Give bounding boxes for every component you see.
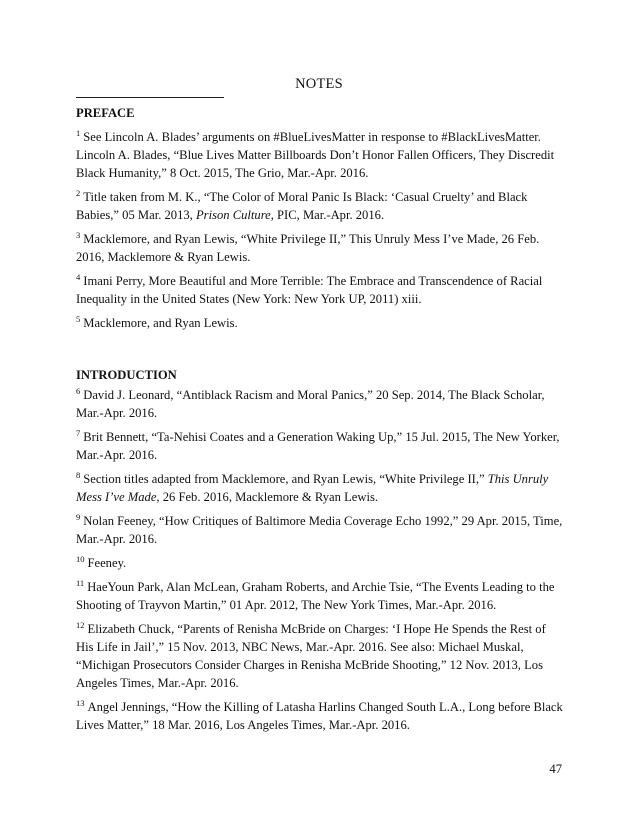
note-text: Macklemore, and Ryan Lewis. xyxy=(83,316,238,330)
note-11 xyxy=(76,578,564,614)
note-number: 2 xyxy=(76,188,81,198)
note-number: 6 xyxy=(76,386,81,396)
note-8 xyxy=(76,470,564,506)
note-number: 12 xyxy=(76,620,85,630)
page-title: NOTES xyxy=(295,76,343,92)
page-number: 47 xyxy=(549,762,562,776)
note-text: Feeney. xyxy=(87,556,127,570)
note-text: Imani Perry, More Beautiful and More Terrible: The Embrace and Transcendence of Racial Inequality in the United States (New York: New York UP, 2011) xiii. xyxy=(76,274,543,306)
note-number: 5 xyxy=(76,314,81,324)
note-text: David J. Leonard, “Antiblack Racism and Moral Panics,” 20 Sep. 2014, The Black Scholar, Mar.-Apr. 2016. xyxy=(76,388,545,420)
section-heading-introduction: INTRODUCTION xyxy=(76,368,177,382)
note-text: See Lincoln A. Blades’ arguments on #BlueLivesMatter in response to #BlackLivesMatter. Lincoln A. Blades, “Blue Lives Matter Billboards Don’t Honor Fallen Officers, They Discredit Black Humanity,” 8 Oct. 2015, The Grio, Mar.-Apr. 2016. xyxy=(76,130,555,180)
note-italic-title: Prison Culture xyxy=(195,208,271,222)
note-text: Title taken from M. K., “The Color of Moral Panic Is Black: ‘Casual Cruelty’ and Black Babies,” 05 Mar. 2013, xyxy=(76,190,528,222)
section-heading-preface: PREFACE xyxy=(76,106,135,120)
note-7 xyxy=(76,428,564,464)
note-number: 10 xyxy=(76,554,85,564)
note-text-end: , PIC, Mar.-Apr. 2016. xyxy=(270,208,385,222)
note-number: 8 xyxy=(76,470,81,480)
note-1 xyxy=(76,128,564,182)
note-number: 9 xyxy=(76,512,81,522)
note-9 xyxy=(76,512,564,548)
note-text: Elizabeth Chuck, “Parents of Renisha McBride on Charges: ‘I Hope He Spends the Rest of His Life in Jail’,” 15 Nov. 2013, NBC News, Mar.-Apr. 2016. See also: Michael Muskal, “Michigan Prosecutors Consider Charges in Renisha McBride Shooting,” 12 Nov. 2013, Los Angeles Times, Mar.-Apr. 2016. xyxy=(76,622,546,690)
note-number: 13 xyxy=(76,698,85,708)
note-text: HaeYoun Park, Alan McLean, Graham Roberts, and Archie Tsie, “The Events Leading to the Shooting of Trayvon Martin,” 01 Apr. 2012, The New York Times, Mar.-Apr. 2016. xyxy=(76,580,555,612)
note-text: Section titles adapted from Macklemore, and Ryan Lewis, “White Privilege II,” xyxy=(83,472,488,486)
section-introduction xyxy=(76,366,564,734)
note-13 xyxy=(76,698,564,734)
footnote-divider xyxy=(76,97,224,98)
note-number: 7 xyxy=(76,428,81,438)
note-2 xyxy=(76,188,564,224)
note-text: Macklemore, and Ryan Lewis, “White Privilege II,” This Unruly Mess I’ve Made, 26 Feb. 2016, Macklemore & Ryan Lewis. xyxy=(76,232,540,264)
note-text: Angel Jennings, “How the Killing of Latasha Harlins Changed South L.A., Long before Black Lives Matter,” 18 Mar. 2016, Los Angeles Times, Mar.-Apr. 2016. xyxy=(76,700,563,732)
note-3 xyxy=(76,230,564,266)
note-text-end: , 26 Feb. 2016, Macklemore & Ryan Lewis. xyxy=(156,490,379,504)
notes-content xyxy=(76,104,564,734)
note-number: 11 xyxy=(76,578,85,588)
note-6 xyxy=(76,386,564,422)
note-12 xyxy=(76,620,564,692)
note-number: 4 xyxy=(76,272,81,282)
note-5 xyxy=(76,314,564,332)
note-text: Nolan Feeney, “How Critiques of Baltimore Media Coverage Echo 1992,” 29 Apr. 2015, Time, Mar.-Apr. 2016. xyxy=(76,514,563,546)
note-text: Brit Bennett, “Ta-Nehisi Coates and a Generation Waking Up,” 15 Jul. 2015, The New Yorker, Mar.-Apr. 2016. xyxy=(76,430,560,462)
note-number: 1 xyxy=(76,128,81,138)
note-italic-title: This Unruly Mess I’ve Made xyxy=(76,472,549,504)
note-10 xyxy=(76,554,564,572)
note-number: 3 xyxy=(76,230,81,240)
section-preface xyxy=(76,104,564,332)
note-4 xyxy=(76,272,564,308)
